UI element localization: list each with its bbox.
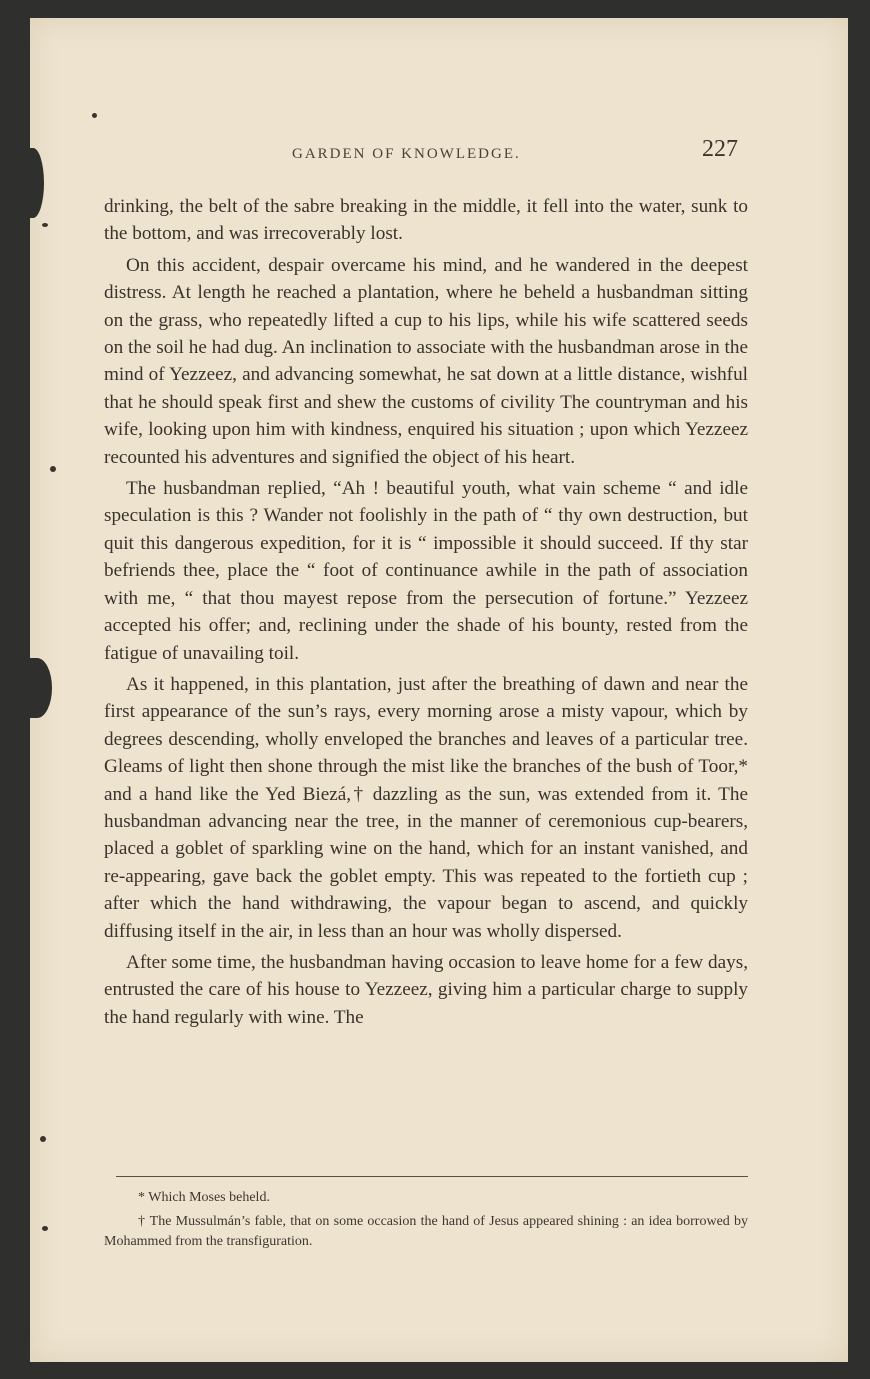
paragraph: The husbandman replied, “Ah ! beautiful youth, what vain scheme “ and idle speculation is this ? Wander not foolishly in the path of “ thy own destruction, but quit this dangerous expedition, for it is “ impossible it should succeed. If thy star befriends thee, place the “ foot of continuance awhile in the path of association with me, “ that thou mayest repose from the persecution of fortune.” Yezzeez accepted his offer; and, reclining under the shade of his bounty, rested from the fatigue of unavailing toil. <box>104 478 748 664</box>
book-page <box>30 18 848 1362</box>
paragraph: After some time, the husbandman having occasion to leave home for a few days, entrusted the care of his house to Yezzeez, giving him a particular charge to supply the hand regularly with wine. The <box>104 951 748 1028</box>
ink-speck <box>40 1136 46 1142</box>
ink-speck <box>50 466 56 472</box>
ink-speck <box>42 223 48 227</box>
ink-speck <box>92 113 97 118</box>
paragraph: On this accident, despair overcame his mind, and he wandered in the deepest distress. At length he reached a plantation, where he beheld a husbandman sitting on the grass, who repeatedly lifted a cup to his lips, while his wife scattered seeds on the soil he had dug. An inclination to associate with the husbandman arose in the mind of Yezzeez, and advancing somewhat, he sat down at a little distance, wishful that he should speak first and shew the customs of civility The countryman and his wife, looking upon him with kindness, enquired his situation ; upon which Yezzeez recounted his adventures and signified the object of his heart. <box>104 254 748 468</box>
ink-speck <box>42 1226 48 1231</box>
footnote-rule <box>116 1176 748 1177</box>
body-text <box>104 193 748 1031</box>
footnotes <box>104 1188 748 1256</box>
running-head: GARDEN OF KNOWLEDGE. <box>292 146 521 162</box>
paragraph: As it happened, in this plantation, just after the breathing of dawn and near the first appearance of the sun’s rays, every morning arose a misty vapour, which by degrees descending, wholly enveloped the branches and leaves of a particular tree. Gleams of light then shone through the mist like the branches of the bush of Toor,* and a hand like the Yed Biezá,† dazzling as the sun, was extended from it. The husbandman advancing near the tree, in the manner of ceremonious cup-bearers, placed a goblet of sparkling wine on the hand, which for an instant vanished, and re-appearing, gave back the goblet empty. This was repeated to the fortieth cup ; after which the hand withdrawing, the vapour began to ascend, and quickly diffusing itself in the air, in less than an hour was wholly dispersed. <box>104 673 748 942</box>
footnote: † The Mussulmán’s fable, that on some occasion the hand of Jesus appeared shining : an idea borrowed by Mohammed from the transfiguration. <box>104 1214 748 1249</box>
paragraph: drinking, the belt of the sabre breaking in the middle, it fell into the water, sunk to the bottom, and was irrecoverably lost. <box>104 196 748 245</box>
page-header <box>30 128 848 168</box>
page-tear <box>22 658 52 718</box>
page-number: 227 <box>702 136 738 162</box>
footnote: * Which Moses beheld. <box>138 1190 270 1205</box>
